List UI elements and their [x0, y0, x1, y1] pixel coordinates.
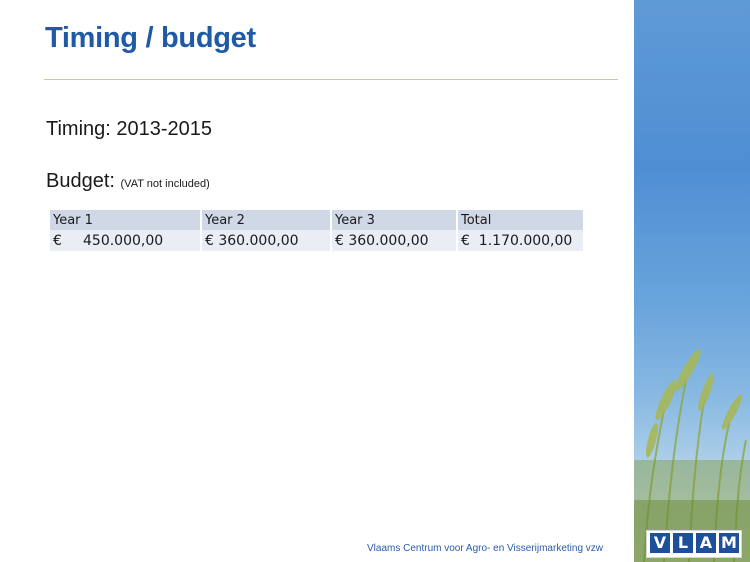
header-total: Total	[458, 210, 583, 230]
table-header-row	[50, 210, 583, 230]
header-year-1: Year 1	[50, 210, 200, 230]
cell-total: € 1.170.000,00	[458, 230, 583, 251]
sky-wheat-photo	[634, 0, 750, 562]
table-row	[50, 230, 583, 251]
timing-text: Timing: 2013-2015	[46, 118, 213, 140]
budget-table	[48, 210, 585, 251]
wheat-illustration	[634, 0, 750, 562]
logo-letter-a: A	[696, 533, 716, 553]
budget-label: Budget:	[46, 170, 121, 192]
year-1-amount: 450.000,00	[83, 232, 164, 249]
logo-letter-v: V	[650, 533, 670, 553]
cell-year-3: € 360.000,00	[332, 230, 456, 251]
budget-line	[46, 170, 210, 193]
vlam-logo	[646, 530, 742, 558]
title-divider	[44, 79, 618, 80]
header-year-2: Year 2	[202, 210, 330, 230]
header-year-3: Year 3	[332, 210, 456, 230]
logo-letter-m: M	[719, 533, 739, 553]
budget-note: (VAT not included)	[120, 178, 210, 190]
logo-letter-l: L	[673, 533, 693, 553]
footer-organization: Vlaams Centrum voor Agro- en Visserijmarketing vzw	[367, 543, 604, 554]
slide-title: Timing / budget	[45, 22, 256, 54]
euro-symbol: €	[53, 232, 62, 249]
cell-year-2: € 360.000,00	[202, 230, 330, 251]
cell-year-1	[50, 230, 200, 251]
